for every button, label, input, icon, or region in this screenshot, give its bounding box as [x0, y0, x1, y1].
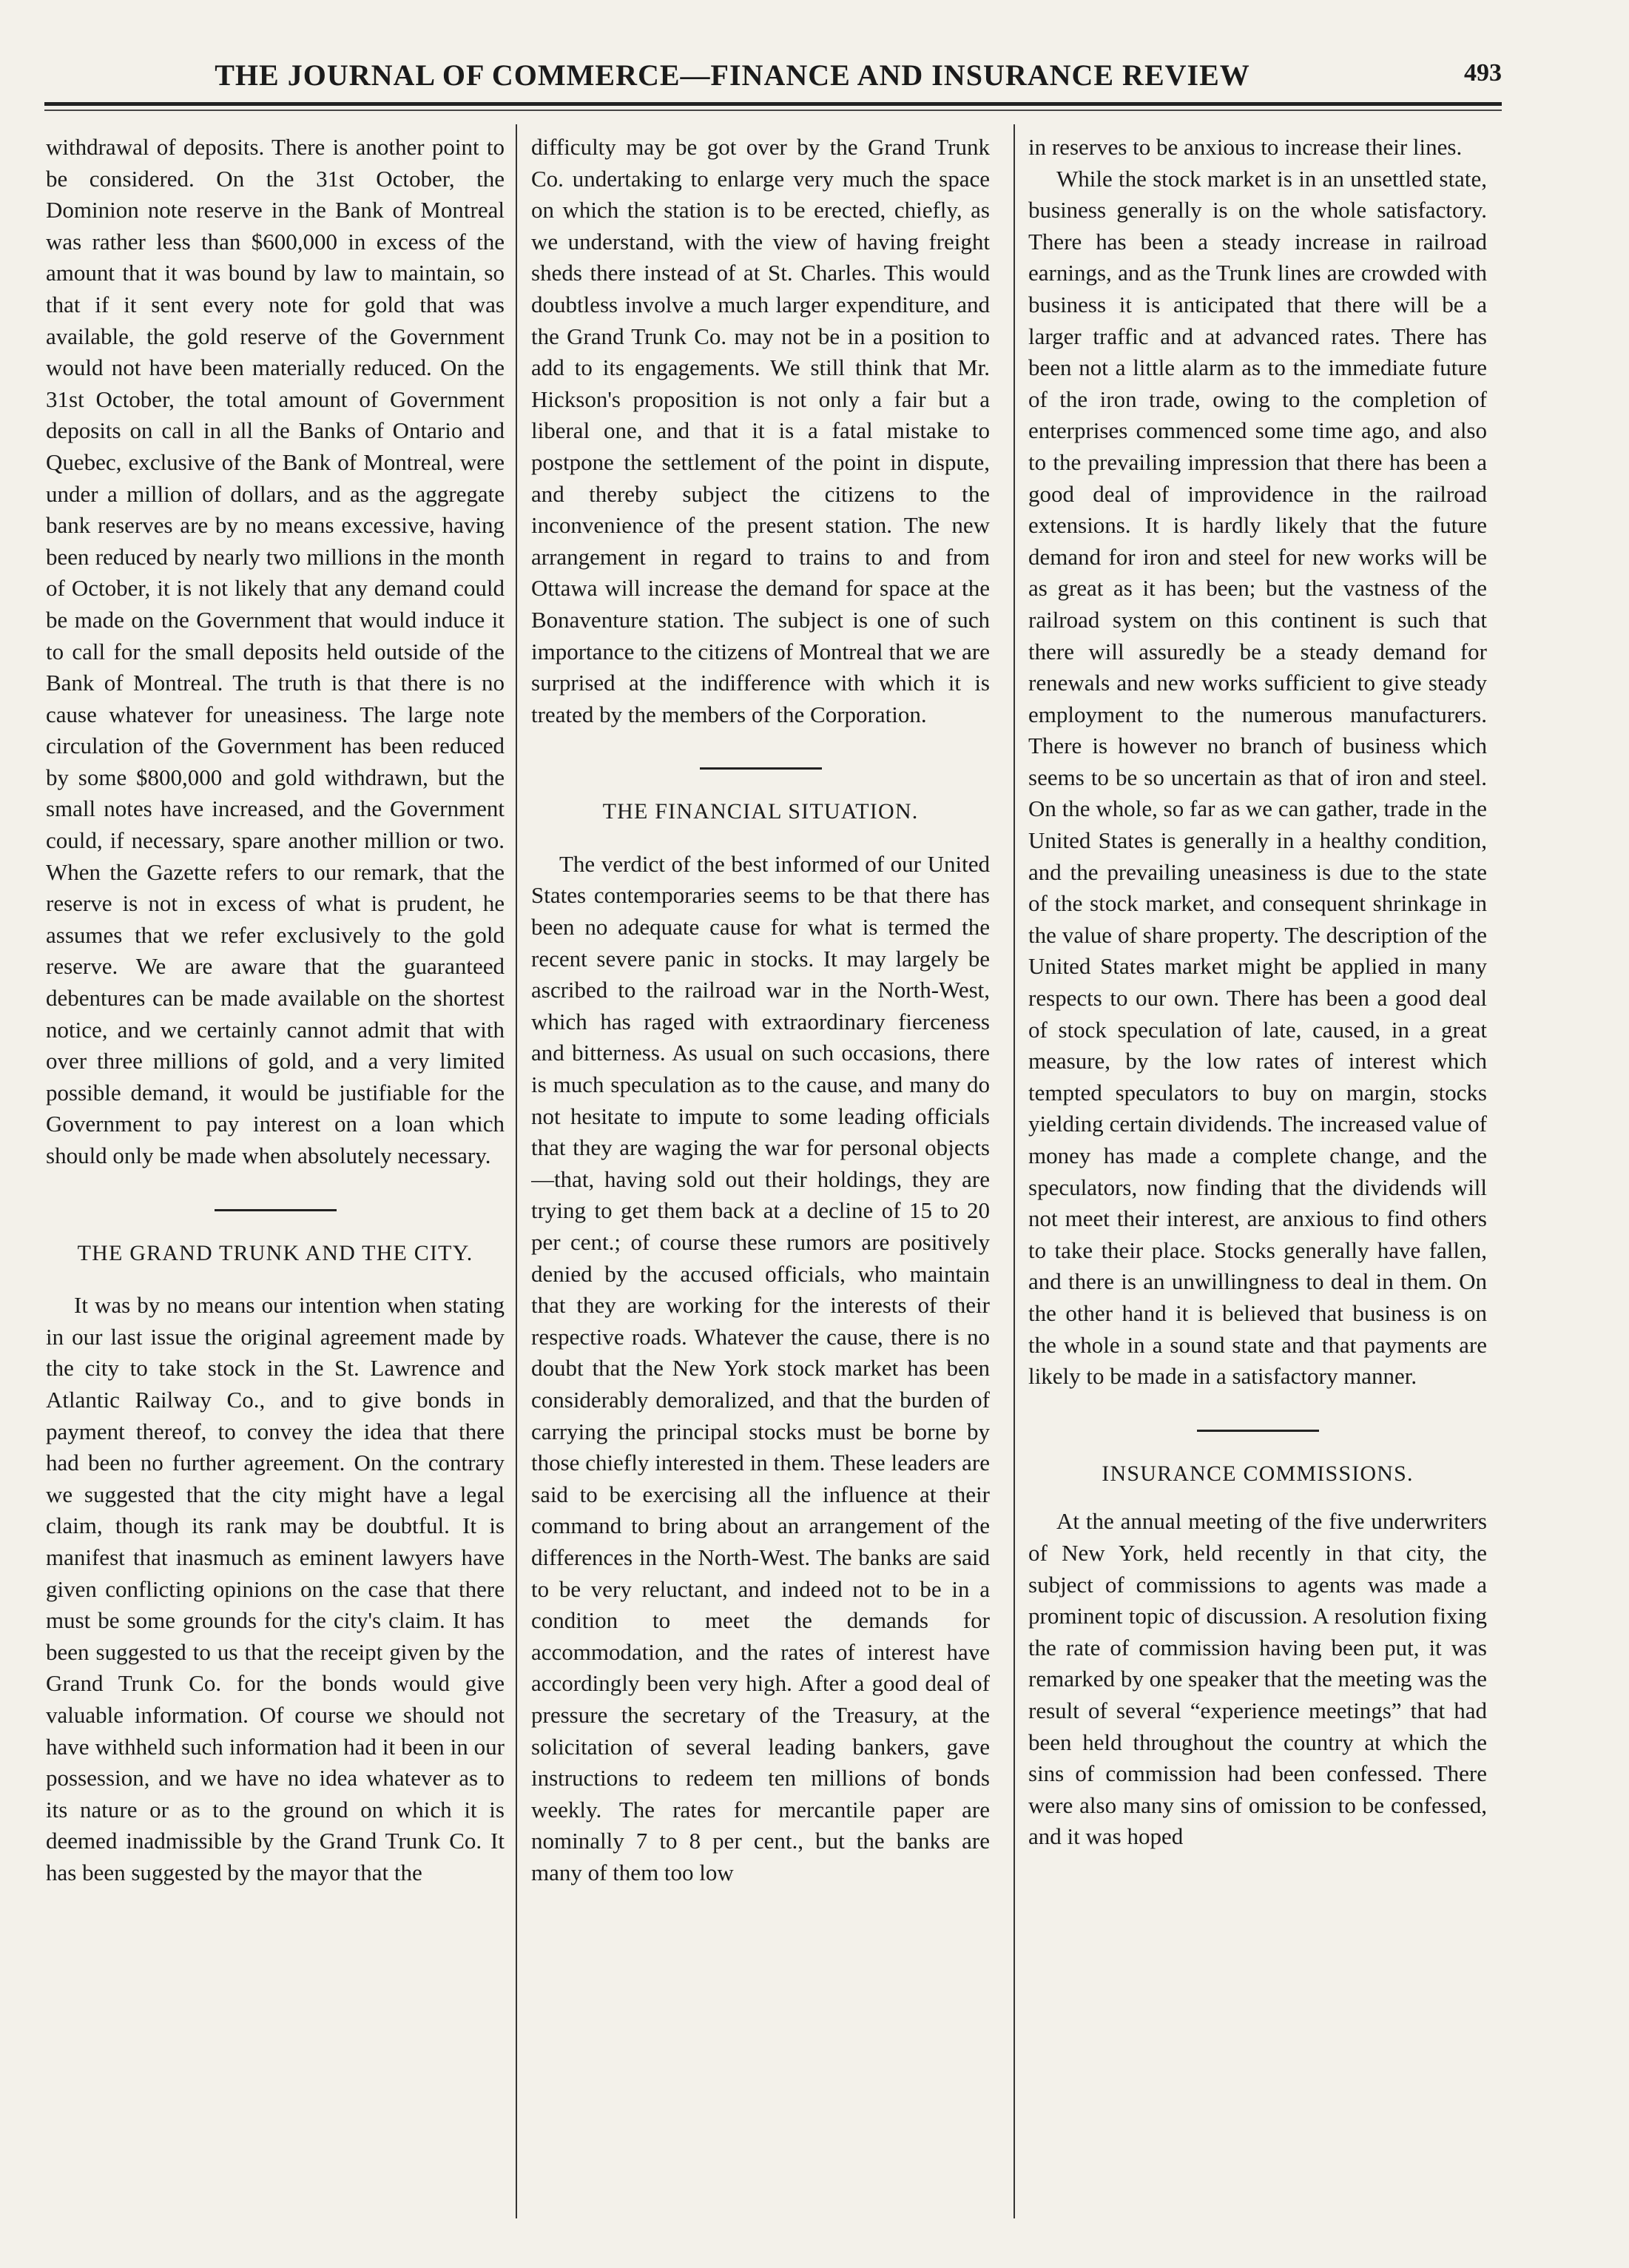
- column-divider: [516, 124, 517, 2218]
- paragraph: withdrawal of deposits. There is another point to be considered. On the 31st October, the Dominion note reserve in the Bank of Montreal was rather less than $600,000 in excess of the amount that it was bound by law to maintain, so that if it sent every note for gold that was available, the gold reserve of the Government would not have been materially reduced. On the 31st October, the total amount of Government deposits on call in all the Banks of Ontario and Quebec, exclusive of the Bank of Montreal, were under a million of dollars, and as the aggregate bank reserves are by no means excessive, having been reduced by nearly two millions in the month of October, it is not likely that any demand could be made on the Government that would induce it to call for the small deposits held outside of the Bank of Montreal. The truth is that there is no cause whatever for uneasiness. The large note circulation of the Government has been reduced by some $800,000 and gold withdrawn, but the small notes have increased, and the Government could, if necessary, spare another million or two. When the Gazette refers to our remark, that the reserve is not in excess of what is prudent, he assumes that we refer exclusively to the gold reserve. We are aware that the guaranteed debentures can be made available on the shortest notice, and we certainly cannot admit that with over three millions of gold, and a very limited possible demand, it would be justifiable for the Government to pay interest on a loan which should only be made when absolutely necessary.: [46, 134, 505, 1168]
- section-heading: INSURANCE COMMISSIONS.: [1102, 1461, 1414, 1486]
- paragraph: in reserves to be anxious to increase their lines.: [1028, 134, 1463, 160]
- header-rule-thick: [44, 102, 1502, 106]
- header-rule-thin: [44, 110, 1502, 111]
- section-divider: [1197, 1430, 1319, 1432]
- section-divider: [215, 1209, 337, 1211]
- paragraph: difficulty may be got over by the Grand Trunk Co. undertaking to enlarge very much the space on which the station is to be erected, chiefly, as we understand, with the view of having freight sheds there instead of at St. Charles. This would doubtless involve a much larger expenditure, and the Grand Trunk Co. may not be in a position to add to its engagements. We still think that Mr. Hickson's proposition is not only a fair but a liberal one, and that it is a fatal mistake to postpone the settlement of the point in dispute, and thereby subject the citizens to the inconvenience of the present station. The new arrangement in regard to trains to and from Ottawa will increase the demand for space at the Bonaventure station. The subject is one of such importance to the citizens of Montreal that we are surprised at the indifference with which it is treated by the members of the Corporation.: [531, 134, 990, 727]
- section-heading: THE FINANCIAL SITUATION.: [602, 799, 919, 824]
- running-header: [44, 52, 1502, 96]
- column-1: [46, 132, 505, 2248]
- paragraph: The verdict of the best informed of our United States contemporaries seems to be that there has been no adequate cause for what is termed the recent severe panic in stocks. It may largely be ascribed to the railroad war in the North-West, which has raged with extraordinary fierceness and bitterness. As usual on such occasions, there is much speculation as to the cause, and many do not hesitate to impute to some leading officials that they are waging the war for personal objects—that, having sold out their holdings, they are trying to get them back at a decline of 15 to 20 per cent.; of course these rumors are positively denied by the accused officials, who maintain that they are working for the interests of their respective roads. Whatever the cause, there is no doubt that the New York stock market has been considerably demoralized, and that the burden of carrying the principal stocks must be borne by those chiefly interested in them. These leaders are said to be exercising all the influence at their command to bring about an arrangement of the differences in the North-West. The banks are said to be very reluctant, and indeed not to be in a condition to meet the demands for accommodation, and the rates of interest have accordingly been very high. After a good deal of pressure the secretary of the Treasury, at the solicitation of several leading bankers, gave instructions to redeem ten millions of bonds weekly. The rates for mercantile paper are nominally 7 to 8 per cent., but the banks are many of them too low: [531, 850, 990, 1885]
- page-number: 493: [1464, 59, 1502, 87]
- section-heading: THE GRAND TRUNK AND THE CITY.: [77, 1240, 473, 1265]
- column-2: [531, 132, 990, 2248]
- paragraph: While the stock market is in an unsettled state, business generally is on the whole satisfactory. There has been a steady increase in railroad earnings, and as the Trunk lines are crowded with business it is anticipated that there will be a larger traffic and at advanced rates. There has been not a little alarm as to the immediate future of the iron trade, owing to the completion of enterprises commenced some time ago, and also to the prevailing impression that there has been a good deal of improvidence in the railroad extensions. It is hardly likely that the future demand for iron and steel for new works will be as great as it has been; but the vastness of the railroad system on this continent is such that there will assuredly be a steady demand for renewals and new works sufficient to give steady employment to the numerous manufacturers. There is however no branch of business which seems to be so uncertain as that of iron and steel. On the whole, so far as we can gather, trade in the United States is generally in a healthy condition, and the prevailing uneasiness is due to the state of the stock market, and consequent shrinkage in the value of share property. The description of the United States market might be applied in many respects to our own. There has been a good deal of stock speculation of late, caused, in a great measure, by the low rates of interest which tempted speculators to buy on margin, stocks yielding certain dividends. The increased value of money has made a complete change, and the speculators, now finding that the dividends will not meet their interest, are anxious to find others to take their place. Stocks generally have fallen, and there is an unwillingness to deal in them. On the other hand it is believed that business is on the whole in a sound state and that payments are likely to be made in a satisfactory manner.: [1028, 165, 1487, 1390]
- paragraph: It was by no means our intention when stating in our last issue the original agreement made by the city to take stock in the St. Lawrence and Atlantic Railway Co., and to give bonds in payment thereof, to convey the idea that there had been no further agreement. On the contrary we suggested that the city might have a legal claim, though its rank may be doubtful. It is manifest that inasmuch as eminent lawyers have given conflicting opinions on the case that there must be some grounds for the city's claim. It has been suggested to us that the receipt given by the Grand Trunk Co. for the bonds would give valuable information. Of course we should not have withheld such information had it been in our possession, and we have no idea whatever as to its nature or as to the ground on which it is deemed inadmissible by the Grand Trunk Co. It has been suggested by the mayor that the: [46, 1292, 505, 1885]
- column-3: [1028, 132, 1487, 2248]
- running-title: THE JOURNAL OF COMMERCE—FINANCE AND INSURANCE REVIEW: [215, 58, 1250, 92]
- section-divider: [700, 767, 822, 770]
- paragraph: At the annual meeting of the five underwriters of New York, held recently in that city, the subject of commissions to agents was made a prominent topic of discussion. A resolution fixing the rate of commission having been put, it was remarked by one speaker that the meeting was the result of several “experience meetings” that had been held throughout the country at which the sins of commission had been confessed. There were also many sins of omission to be confessed, and it was hoped: [1028, 1508, 1487, 1850]
- column-divider: [1014, 124, 1015, 2218]
